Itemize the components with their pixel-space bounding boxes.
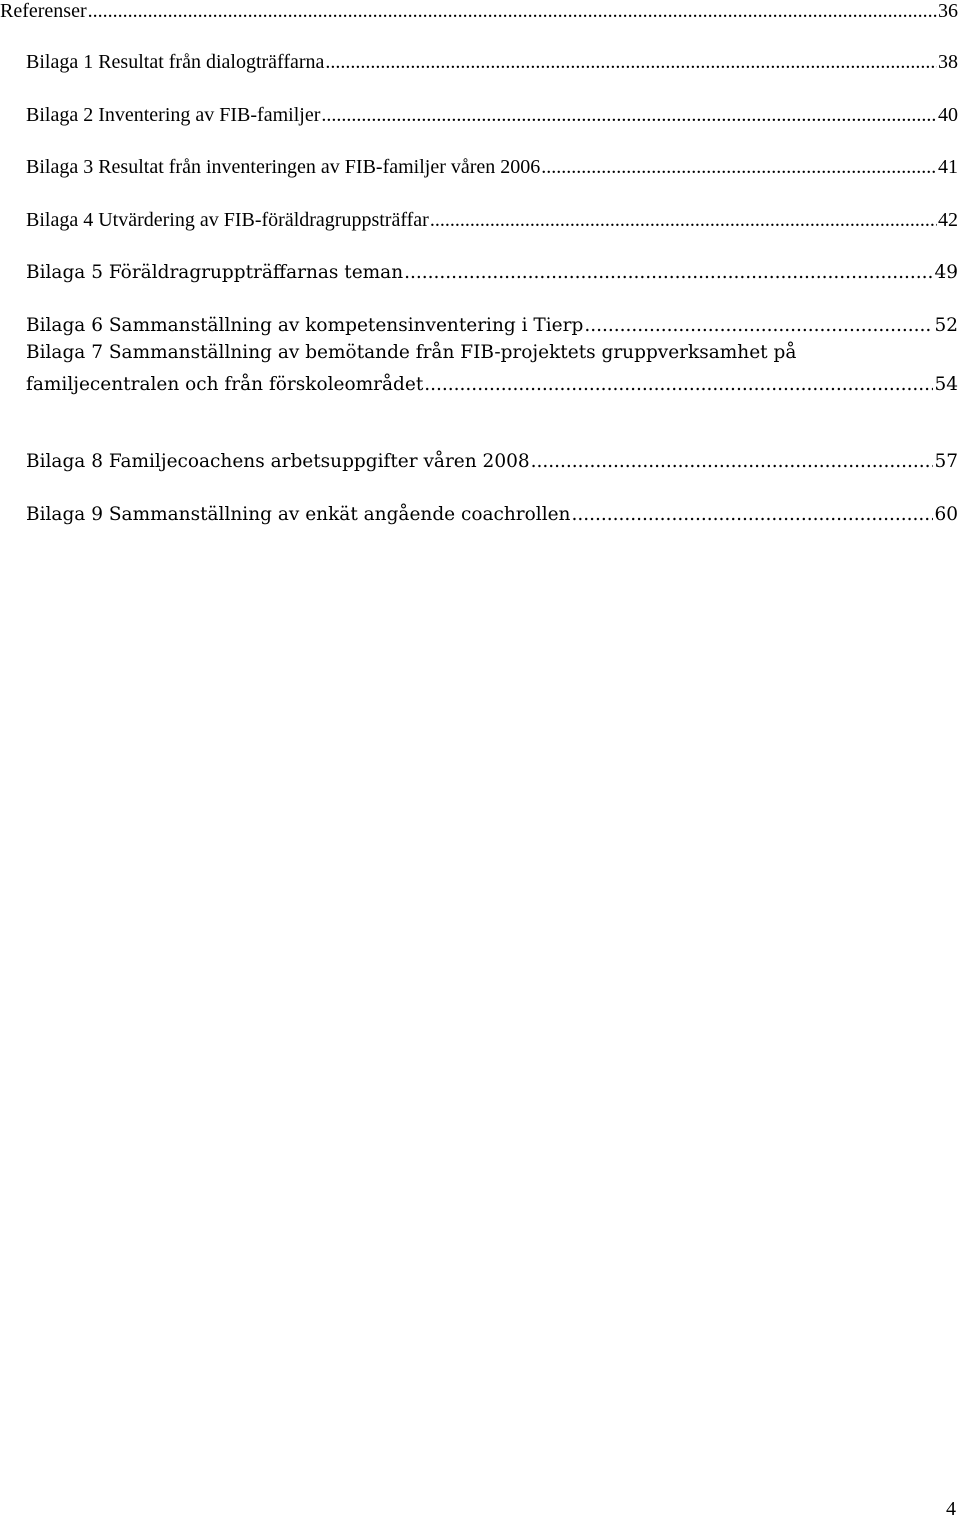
page-number: 4: [946, 1498, 956, 1520]
toc-entry-page: 49: [934, 262, 958, 283]
toc-entry-title: Bilaga 6 Sammanställning av kompetensinventering i Tierp: [26, 315, 584, 336]
toc-dot-leader: [88, 0, 937, 24]
toc-entry-page: 57: [934, 451, 958, 472]
toc-entry-page: 52: [934, 315, 958, 336]
toc-entry-page: 42: [938, 209, 958, 231]
toc-entry-page: 54: [934, 374, 958, 395]
toc-entry-page: 60: [934, 504, 958, 525]
toc-entry-bilaga-3[interactable]: [26, 154, 958, 180]
toc-entry-page: 38: [938, 51, 958, 73]
toc-entry-bilaga-7[interactable]: [26, 337, 958, 401]
toc-entry-title: Bilaga 4 Utvärdering av FIB-föräldragruppsträffar: [26, 209, 429, 231]
toc-entry-bilaga-9[interactable]: [26, 502, 958, 528]
toc-entry-bilaga-4[interactable]: [26, 207, 958, 233]
toc-entry-title: Bilaga 5 Föräldragruppträffarnas teman: [26, 262, 404, 283]
toc-entry-page: 40: [938, 104, 958, 126]
toc-entry-bilaga-2[interactable]: [26, 102, 958, 128]
toc-entry-bilaga-6[interactable]: [26, 313, 958, 339]
toc-entry-page: 36: [938, 0, 958, 22]
toc-entry-title: Bilaga 2 Inventering av FIB-familjer: [26, 104, 321, 126]
toc-entry-title: Bilaga 3 Resultat från inventeringen av FIB-familjer våren 2006: [26, 156, 541, 178]
toc-entry-bilaga-8[interactable]: [26, 449, 958, 475]
toc-dot-leader: [531, 449, 934, 475]
toc-entry-title: Bilaga 9 Sammanställning av enkät angående coachrollen: [26, 504, 571, 525]
toc-dot-leader: [430, 207, 937, 233]
toc-entry-bilaga-1[interactable]: [26, 49, 958, 75]
toc-entry-title-line1: Bilaga 7 Sammanställning av bemötande från FIB-projektets gruppverksamhet på: [26, 342, 797, 363]
toc-entry-title: Referenser: [0, 0, 87, 22]
toc-entry-referenser[interactable]: [0, 0, 958, 24]
toc-dot-leader: [584, 313, 933, 339]
toc-entry-page: 41: [938, 156, 958, 178]
toc-entry-title: Bilaga 1 Resultat från dialogträffarna: [26, 51, 325, 73]
toc-dot-leader: [424, 369, 933, 401]
toc-entry-bilaga-5[interactable]: [26, 260, 958, 286]
toc-entry-title: Bilaga 8 Familjecoachens arbetsuppgifter våren 2008: [26, 451, 530, 472]
toc-dot-leader: [541, 154, 937, 180]
toc-dot-leader: [321, 102, 937, 128]
toc-dot-leader: [325, 49, 937, 75]
toc-dot-leader: [571, 502, 933, 528]
toc-dot-leader: [404, 260, 933, 286]
toc-entry-title-line2: familjecentralen och från förskoleområdet: [26, 374, 424, 395]
